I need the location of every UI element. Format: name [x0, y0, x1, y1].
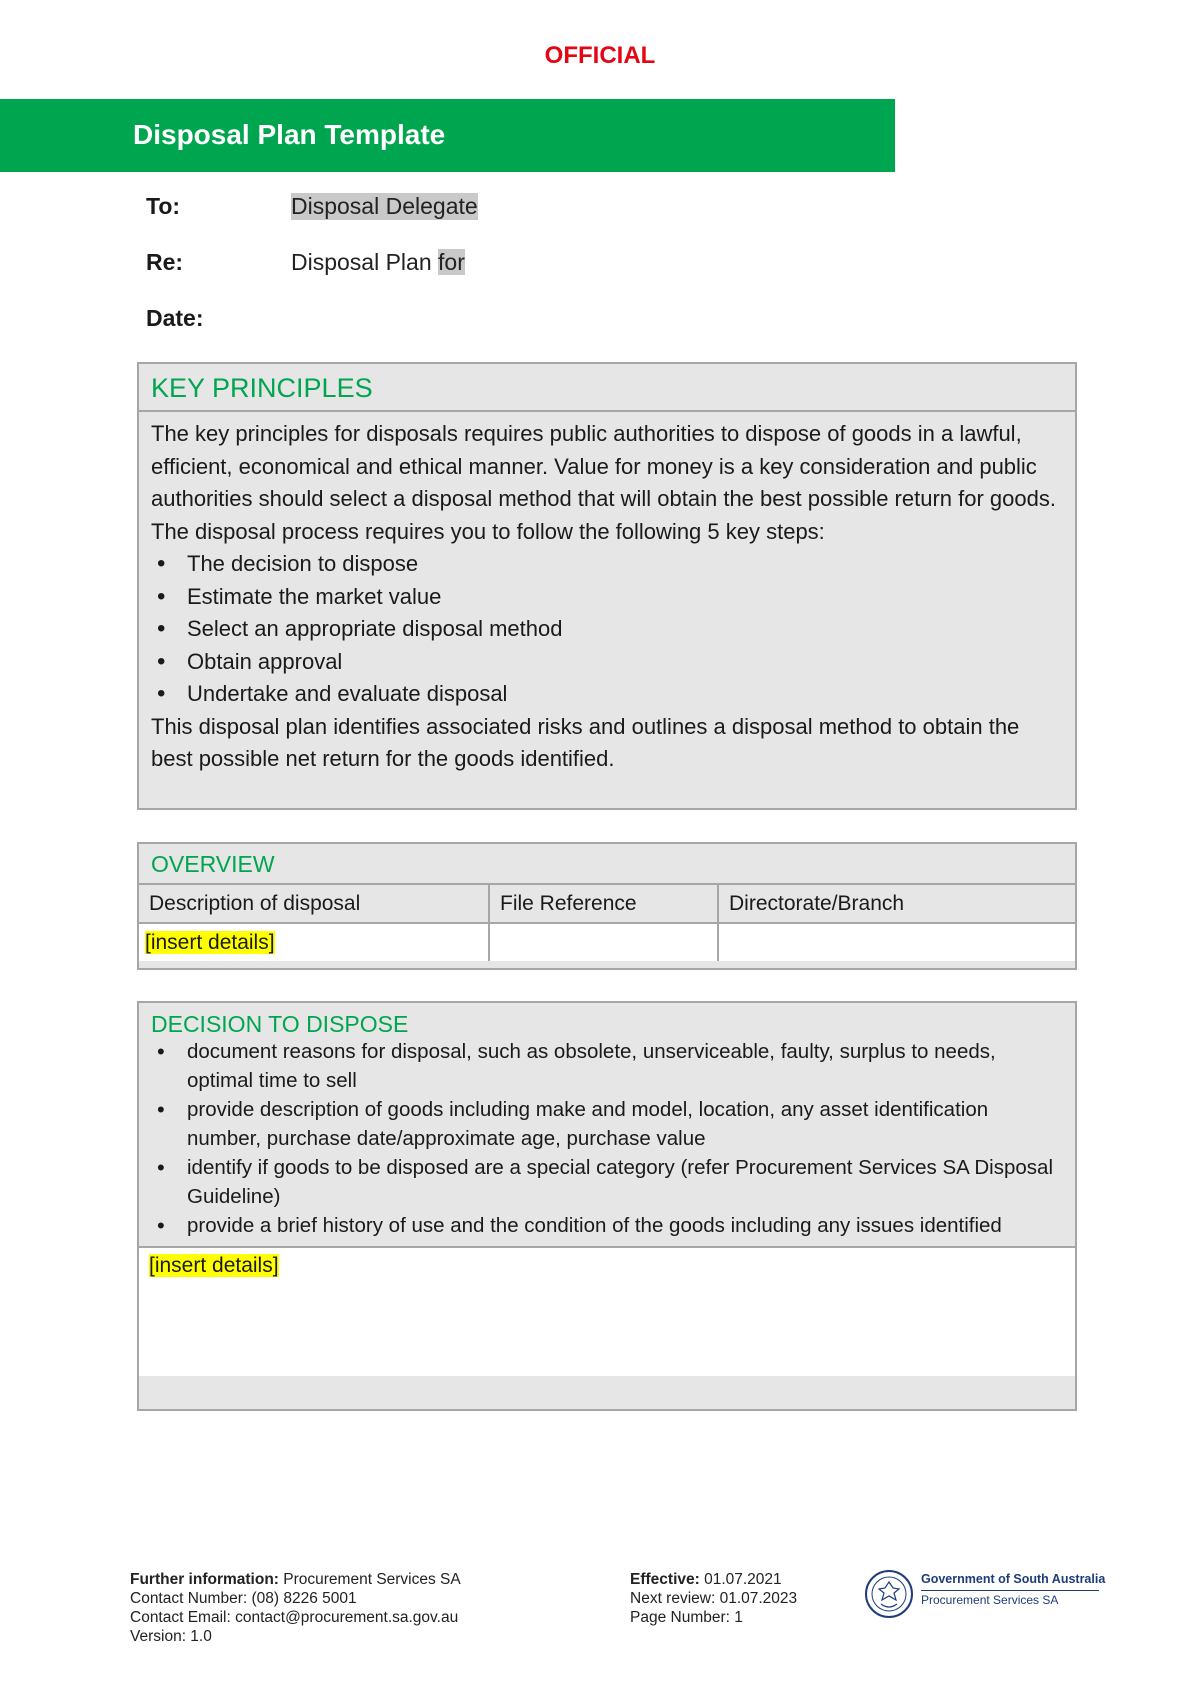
column-header: File Reference: [489, 885, 718, 923]
list-item: • Estimate the market value: [151, 581, 1063, 614]
key-principles-heading: KEY PRINCIPLES: [139, 364, 1075, 412]
column-header: Directorate/Branch: [718, 885, 1075, 923]
effective-value: 01.07.2021: [699, 1571, 782, 1588]
page-title: Disposal Plan Template: [133, 119, 446, 150]
key-principles-closing: This disposal plan identifies associated risks and outlines a disposal method to obtain the best possible net return for the goods identified.: [151, 713, 1020, 771]
logo-divider: [921, 1590, 1099, 1591]
title-banner: [0, 99, 895, 172]
list-item: • The decision to dispose: [151, 548, 1063, 581]
list-item: • document reasons for disposal, such as obsolete, unserviceable, faulty, surplus to needs, optimal time to sell: [151, 1037, 1063, 1095]
date-label: Date:: [146, 305, 204, 331]
logo-government-text: Government of South Australia: [921, 1572, 1106, 1586]
further-info-label: Further information:: [130, 1571, 279, 1588]
decision-heading: DECISION TO DISPOSE: [151, 1011, 409, 1037]
list-item: • Select an appropriate disposal method: [151, 613, 1063, 646]
key-principles-body: [139, 412, 1075, 784]
logo-agency-text: Procurement Services SA: [921, 1593, 1059, 1607]
further-info-value: Procurement Services SA: [278, 1571, 461, 1588]
contact-email: Contact Email: contact@procurement.sa.gov.au: [130, 1609, 459, 1626]
decision-to-dispose-box: [137, 1001, 1077, 1411]
classification-label: OFFICIAL: [544, 42, 656, 69]
page-number: Page Number: 1: [630, 1609, 743, 1626]
re-value-field[interactable]: for: [438, 249, 465, 275]
table-header-row: [139, 885, 1075, 923]
description-cell[interactable]: [139, 923, 489, 961]
government-logo: [863, 1568, 1106, 1620]
contact-number: Contact Number: (08) 8226 5001: [130, 1590, 357, 1607]
directorate-cell[interactable]: [718, 923, 1075, 961]
state-emblem-icon: [863, 1568, 915, 1620]
key-principles-box: [137, 362, 1077, 810]
overview-heading: OVERVIEW: [139, 844, 1075, 885]
footer-contact: [130, 1570, 461, 1646]
list-item: • Obtain approval: [151, 646, 1063, 679]
list-item: • Undertake and evaluate disposal: [151, 678, 1063, 711]
table-row: [139, 923, 1075, 961]
key-principles-steps-intro: The disposal process requires you to follow the following 5 key steps:: [151, 518, 825, 544]
version: Version: 1.0: [130, 1628, 212, 1645]
list-item: • provide a brief history of use and the condition of the goods including any issues identified: [151, 1211, 1063, 1240]
footer-dates: [630, 1570, 797, 1627]
effective-label: Effective:: [630, 1571, 700, 1588]
to-label: To:: [146, 193, 181, 219]
key-principles-intro: The key principles for disposals requires public authorities to dispose of goods in a lawful, efficient, economical and ethical manner. Value for money is a key consideration and public authorities should select a disposal method that will obtain the best possible return for goods.: [151, 421, 1056, 511]
list-item: • identify if goods to be disposed are a special category (refer Procurement Services SA Disposal Guideline): [151, 1153, 1063, 1211]
re-label: Re:: [146, 249, 184, 275]
next-review: Next review: 01.07.2023: [630, 1590, 798, 1607]
list-item: • provide description of goods including make and model, location, any asset identification number, purchase date/approximate age, purchase value: [151, 1095, 1063, 1153]
decision-guidance: [139, 1003, 1075, 1248]
to-value-field[interactable]: Disposal Delegate: [291, 193, 478, 219]
insert-details-placeholder: [insert details]: [145, 930, 275, 954]
re-value: [291, 249, 465, 276]
column-header: Description of disposal: [139, 885, 489, 923]
insert-details-placeholder: [insert details]: [149, 1254, 279, 1277]
file-reference-cell[interactable]: [489, 923, 718, 961]
decision-details-field[interactable]: [139, 1248, 1075, 1376]
overview-table: [139, 885, 1075, 961]
re-value-prefix: Disposal Plan: [291, 249, 439, 275]
decision-bullets: [151, 1037, 1063, 1240]
key-steps-list: [151, 548, 1063, 711]
overview-box: [137, 842, 1077, 970]
